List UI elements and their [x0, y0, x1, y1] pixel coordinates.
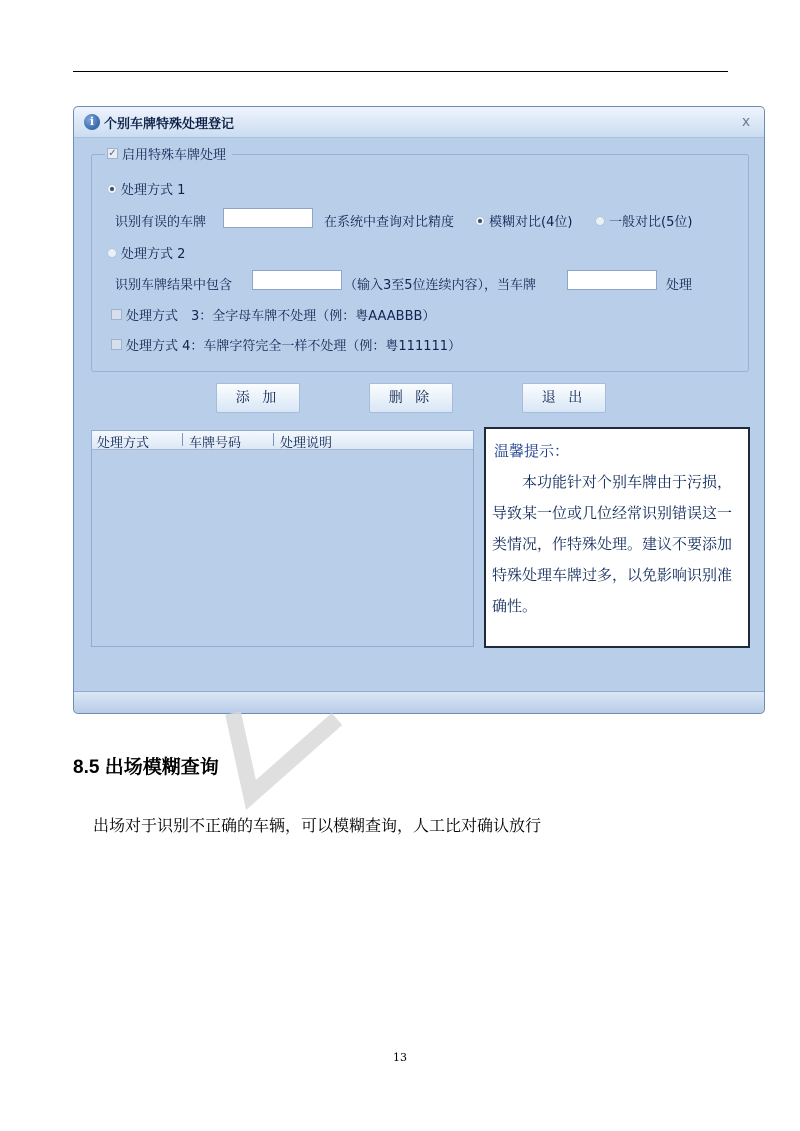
column-header-mode[interactable]: 处理方式: [97, 436, 150, 451]
checkbox-unchecked-icon: [111, 309, 122, 320]
mode2-mid-text: （输入3至5位连续内容），当车牌: [344, 278, 537, 293]
dialog-titlebar[interactable]: [74, 107, 764, 138]
add-button[interactable]: 添 加: [216, 383, 300, 413]
delete-button[interactable]: 删 除: [369, 383, 453, 413]
mode2-radio[interactable]: [107, 243, 185, 262]
page-number: 13: [393, 1051, 407, 1064]
radio-selected-icon: [475, 216, 485, 226]
normal-compare-radio[interactable]: [595, 211, 692, 230]
mode4-checkbox[interactable]: [111, 335, 461, 354]
radio-unselected-icon: [595, 216, 605, 226]
hint-title: 温馨提示：: [494, 442, 570, 460]
plate-list[interactable]: [91, 430, 474, 647]
enable-label: 启用特殊车牌处理: [122, 148, 227, 163]
column-header-note[interactable]: 处理说明: [280, 436, 333, 451]
dialog-bottom-strip: [74, 691, 764, 714]
radio-selected-icon: [107, 184, 117, 194]
fuzzy-compare-radio[interactable]: [475, 211, 572, 230]
watermark-mark: [225, 705, 345, 815]
mode2-plate-input[interactable]: [567, 270, 657, 290]
hint-panel: [484, 427, 750, 648]
column-header-plate[interactable]: 车牌号码: [189, 436, 242, 451]
mode4-label: 处理方式 4：车牌字符完全一样不处理（例：粤111111）: [126, 339, 462, 354]
mode3-checkbox[interactable]: [111, 305, 435, 324]
mode3-label: 处理方式 3：全字母车牌不处理（例：粤AAABBB）: [126, 309, 436, 324]
exit-button[interactable]: 退 出: [522, 383, 606, 413]
column-divider[interactable]: [182, 433, 183, 446]
mode2-content-input[interactable]: [252, 270, 342, 290]
mode2-label: 处理方式 2: [121, 247, 186, 262]
checkbox-checked-icon: ✓: [108, 148, 117, 159]
header-rule: [73, 71, 728, 72]
mode1-radio[interactable]: [107, 179, 185, 198]
fuzzy-label: 模糊对比(4位): [489, 215, 573, 230]
close-button[interactable]: x: [741, 114, 751, 130]
section-body: 出场对于识别不正确的车辆，可以模糊查询，人工比对确认放行: [93, 816, 542, 835]
mode1-mid-text: 在系统中查询对比精度: [324, 215, 455, 230]
app-info-icon: i: [84, 114, 100, 130]
settings-groupbox: [91, 148, 749, 372]
mode1-label: 处理方式 1: [121, 183, 186, 198]
mode2-suffix: 处理: [666, 278, 693, 293]
hint-body: 本功能针对个别车牌由于污损，导致某一位或几位经常识别错误这一类情况，作特殊处理。建议不要添加特殊处理车牌过多，以免影响识别准确性。: [492, 473, 733, 615]
normal-label: 一般对比(5位): [609, 215, 693, 230]
column-divider[interactable]: [273, 433, 274, 446]
mode1-plate-input[interactable]: [223, 208, 313, 228]
special-plate-dialog: [73, 106, 765, 714]
mode2-prefix: 识别车牌结果中包含: [115, 278, 233, 293]
section-heading: 8.5 出场模糊查询: [73, 757, 219, 778]
mode1-prefix: 识别有误的车牌: [115, 215, 207, 230]
enable-special-plate-checkbox[interactable]: [105, 144, 232, 163]
dialog-title: 个别车牌特殊处理登记: [104, 117, 235, 132]
checkbox-unchecked-icon: [111, 339, 122, 350]
list-header: [92, 431, 473, 450]
radio-unselected-icon: [107, 248, 117, 258]
